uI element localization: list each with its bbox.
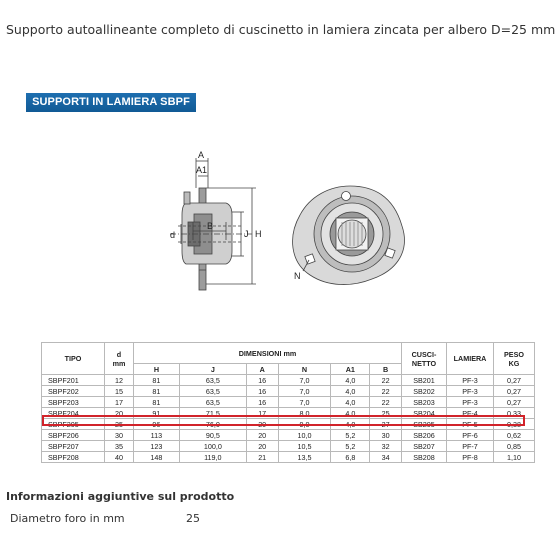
table-row	[42, 419, 535, 430]
table-cell: 4,0	[331, 408, 370, 419]
col-peso	[494, 343, 535, 375]
table-cell: 12	[105, 375, 134, 386]
table-row	[42, 397, 535, 408]
table-cell: 63,5	[179, 375, 246, 386]
table-cell: SB203	[402, 397, 447, 408]
table-cell: 4,0	[331, 375, 370, 386]
dim-label-d: d	[170, 230, 176, 240]
info-label: Diametro foro in mm	[10, 512, 125, 525]
table-cell: 91	[134, 408, 180, 419]
table-cell: 22	[370, 386, 402, 397]
table-cell: 4,0	[331, 386, 370, 397]
table-cell: 34	[370, 452, 402, 463]
table-cell: 17	[105, 397, 134, 408]
table-row	[42, 386, 535, 397]
table-cell: 63,5	[179, 386, 246, 397]
table-cell: 20	[246, 441, 278, 452]
col-peso-unit: KG	[508, 358, 520, 368]
table-cell: 148	[134, 452, 180, 463]
table-row	[42, 430, 535, 441]
table-cell: SB205	[402, 419, 447, 430]
table-row	[42, 408, 535, 419]
table-cell: 100,0	[179, 441, 246, 452]
table-cell: 20	[246, 419, 278, 430]
table-cell: SBPF206	[42, 430, 105, 441]
table-cell: 7,0	[278, 375, 331, 386]
table-cell: SBPF207	[42, 441, 105, 452]
dim-label-b: B	[207, 221, 214, 231]
spec-table-wrapper	[41, 342, 535, 463]
table-cell: 4,0	[331, 397, 370, 408]
table-cell: 7,0	[278, 386, 331, 397]
table-cell: 76,0	[179, 419, 246, 430]
col-b: B	[370, 364, 402, 375]
table-cell: PF-3	[447, 375, 494, 386]
col-peso-label: PESO	[504, 349, 524, 359]
table-cell: 0,85	[494, 441, 535, 452]
table-cell: 81	[134, 386, 180, 397]
table-cell: SB204	[402, 408, 447, 419]
table-cell: PF-6	[447, 430, 494, 441]
table-cell: 35	[105, 441, 134, 452]
col-d	[105, 343, 134, 375]
table-cell: 4,0	[331, 419, 370, 430]
table-cell: 20	[246, 430, 278, 441]
col-j: J	[179, 364, 246, 375]
table-cell: 0,27	[494, 397, 535, 408]
table-cell: 0,33	[494, 408, 535, 419]
table-cell: 1,10	[494, 452, 535, 463]
table-cell: 0,38	[494, 419, 535, 430]
table-cell: SB201	[402, 375, 447, 386]
table-cell: 123	[134, 441, 180, 452]
table-cell: PF-5	[447, 419, 494, 430]
table-cell: 0,27	[494, 375, 535, 386]
table-cell: PF-4	[447, 408, 494, 419]
table-cell: 5,2	[331, 430, 370, 441]
table-cell: 90,5	[179, 430, 246, 441]
dim-label-a: A	[198, 150, 205, 160]
table-cell: 10,0	[278, 430, 331, 441]
table-cell: PF-8	[447, 452, 494, 463]
table-cell: 16	[246, 375, 278, 386]
table-cell: 22	[370, 397, 402, 408]
table-cell: SBPF204	[42, 408, 105, 419]
spec-table	[41, 342, 535, 463]
table-cell: 30	[370, 430, 402, 441]
col-n: N	[278, 364, 331, 375]
table-cell: 22	[370, 375, 402, 386]
table-cell: SBPF201	[42, 375, 105, 386]
table-cell: PF-3	[447, 386, 494, 397]
table-cell: 96	[134, 419, 180, 430]
table-row	[42, 375, 535, 386]
table-cell: SBPF202	[42, 386, 105, 397]
table-row	[42, 441, 535, 452]
table-cell: 9,0	[278, 419, 331, 430]
table-row	[42, 452, 535, 463]
table-cell: 17	[246, 408, 278, 419]
table-cell: 21	[246, 452, 278, 463]
col-lamiera: LAMIERA	[447, 343, 494, 375]
col-cuscinetto: CUSCI-NETTO	[402, 343, 447, 375]
section-banner: SUPPORTI IN LAMIERA SBPF	[26, 93, 196, 112]
table-cell: 15	[105, 386, 134, 397]
table-cell: PF-7	[447, 441, 494, 452]
table-cell: 71,5	[179, 408, 246, 419]
col-a: A	[246, 364, 278, 375]
table-cell: 40	[105, 452, 134, 463]
col-d-unit: mm	[112, 358, 126, 368]
table-cell: SBPF208	[42, 452, 105, 463]
table-cell: SB208	[402, 452, 447, 463]
col-h: H	[134, 364, 180, 375]
table-cell: 20	[105, 408, 134, 419]
table-cell: 81	[134, 397, 180, 408]
table-cell: SB202	[402, 386, 447, 397]
col-tipo: TIPO	[42, 343, 105, 375]
table-cell: 8,0	[278, 408, 331, 419]
table-cell: 30	[105, 430, 134, 441]
table-cell: 6,8	[331, 452, 370, 463]
table-cell: 16	[246, 386, 278, 397]
table-cell: 25	[370, 408, 402, 419]
dim-label-h: H	[255, 229, 262, 239]
table-cell: PF-3	[447, 397, 494, 408]
col-a1: A1	[331, 364, 370, 375]
table-cell: 7,0	[278, 397, 331, 408]
dim-label-a1: A1	[196, 165, 208, 175]
table-cell: 113	[134, 430, 180, 441]
table-cell: 13,5	[278, 452, 331, 463]
table-cell: SB206	[402, 430, 447, 441]
table-cell: 32	[370, 441, 402, 452]
table-cell: 0,27	[494, 386, 535, 397]
table-cell: 27	[370, 419, 402, 430]
dim-label-n: N	[294, 271, 301, 281]
table-cell: SB207	[402, 441, 447, 452]
table-cell: 5,2	[331, 441, 370, 452]
table-cell: SBPF205	[42, 419, 105, 430]
table-cell: 0,62	[494, 430, 535, 441]
table-cell: 81	[134, 375, 180, 386]
table-cell: 119,0	[179, 452, 246, 463]
col-dimensioni: DIMENSIONI mm	[134, 343, 402, 364]
table-cell: 25	[105, 419, 134, 430]
col-d-label: d	[116, 349, 122, 359]
table-cell: 16	[246, 397, 278, 408]
info-title: Informazioni aggiuntive sul prodotto	[6, 490, 235, 503]
table-cell: 63,5	[179, 397, 246, 408]
info-value: 25	[186, 512, 200, 525]
spec-table-body	[42, 375, 535, 463]
table-cell: SBPF203	[42, 397, 105, 408]
product-description: Supporto autoallineante completo di cuscinetto in lamiera zincata per albero D=25 mm	[6, 22, 556, 37]
dim-label-j: J	[244, 229, 249, 239]
table-cell: 10,5	[278, 441, 331, 452]
